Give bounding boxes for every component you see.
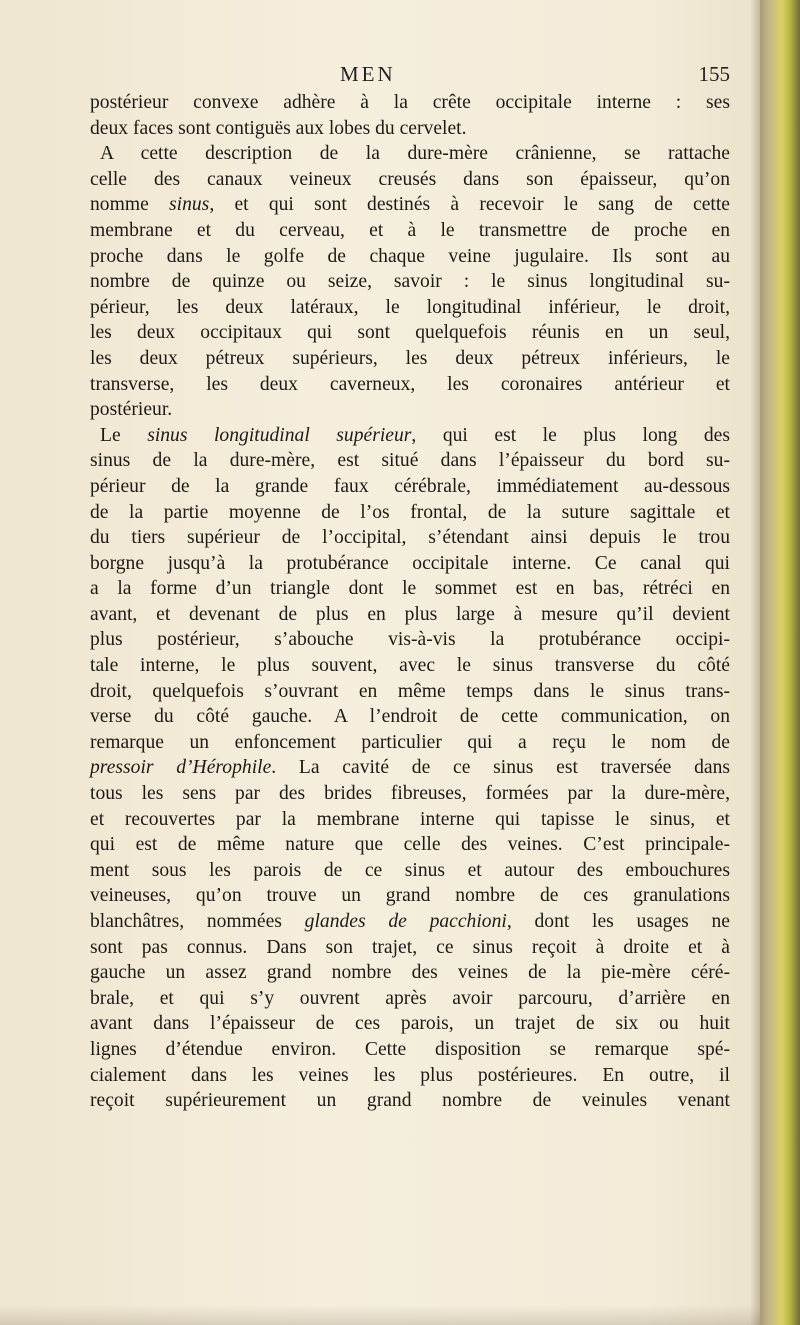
text-line: A cette description de la dure-mère crânienne, se rattache xyxy=(100,143,730,165)
page-number: 155 xyxy=(698,62,730,86)
text-line: du tiers supérieur de l’occipital, s’étendant ainsi depuis le trou xyxy=(90,527,730,549)
text-line: transverse, les deux caverneux, les coronaires antérieur et xyxy=(90,373,730,395)
text-run: nomme xyxy=(90,194,170,216)
text-line: cialement dans les veines les plus postérieures. En outre, il xyxy=(90,1064,730,1086)
binding-shadow xyxy=(750,0,760,1325)
text-line: celle des canaux veineux creusés dans son épaisseur, qu’on xyxy=(90,168,730,190)
text-line: périeur de la grande faux cérébrale, immédiatement au-dessous xyxy=(90,475,730,497)
text-line: deux faces sont contiguës aux lobes du cervelet. xyxy=(90,117,467,139)
text-line: postérieur. xyxy=(90,399,173,421)
text-line xyxy=(90,192,730,218)
running-head-title: MEN xyxy=(340,62,396,86)
text-run: Le xyxy=(100,424,148,446)
text-line: a la forme d’un triangle dont le sommet est en bas, rétréci en xyxy=(90,578,730,600)
italic-term: glandes de pacchioni xyxy=(304,911,507,932)
text-line: membrane et du cerveau, et à le transmettre de proche en xyxy=(90,219,730,241)
text-line: et recouvertes par la membrane interne qui tapisse le sinus, et xyxy=(90,808,730,830)
text-line: sont pas connus. Dans son trajet, ce sinus reçoit à droite et à xyxy=(90,936,730,958)
text-run: . La cavité de ce sinus est traversée dans xyxy=(271,757,730,779)
text-run: blanchâtres, nommées xyxy=(90,911,305,932)
body-text xyxy=(90,90,730,1114)
italic-term: sinus xyxy=(169,194,210,216)
running-head xyxy=(90,62,730,92)
text-run: , qui est le plus long des xyxy=(411,424,730,446)
text-line: droit, quelquefois s’ouvrant en même temps dans le sinus trans- xyxy=(90,680,730,702)
page-bottom-shadow xyxy=(0,1305,760,1325)
text-line: borgne jusqu’à la protubérance occipitale interne. Ce canal qui xyxy=(90,552,730,574)
text-line: proche dans le golfe de chaque veine jugulaire. Ils sont au xyxy=(90,245,730,267)
italic-term: pressoir d’Hérophile xyxy=(90,757,272,779)
text-line: de la partie moyenne de l’os frontal, de la suture sagittale et xyxy=(90,501,730,523)
text-line: postérieur convexe adhère à la crête occipitale interne : ses xyxy=(90,92,730,113)
text-line: les deux pétreux supérieurs, les deux pétreux inférieurs, le xyxy=(90,347,730,369)
text-line: sinus de la dure-mère, est situé dans l’épaisseur du bord su- xyxy=(90,450,730,472)
text-line: ment sous les parois de ce sinus et autour des embouchures xyxy=(90,859,730,881)
text-line xyxy=(90,755,730,781)
text-line: tous les sens par des brides fibreuses, formées par la dure-mère, xyxy=(90,783,730,805)
text-line: remarque un enfoncement particulier qui a reçu le nom de xyxy=(90,731,730,753)
text-line: nombre de quinze ou seize, savoir : le sinus longitudinal su- xyxy=(90,271,730,293)
text-run: , dont les usages ne xyxy=(506,911,730,932)
text-line: périeur, les deux latéraux, le longitudinal inférieur, le droit, xyxy=(90,296,730,318)
text-run: , et qui sont destinés à recevoir le sang de cette xyxy=(209,194,730,216)
text-line: avant dans l’épaisseur de ces parois, un trajet de six ou huit xyxy=(90,1013,730,1035)
text-line: les deux occipitaux qui sont quelquefois réunis en un seul, xyxy=(90,322,730,344)
text-line: tale interne, le plus souvent, avec le sinus transverse du côté xyxy=(90,655,730,677)
text-line: plus postérieur, s’abouche vis-à-vis la protubérance occipi- xyxy=(90,629,730,651)
italic-term: sinus longitudinal supérieur xyxy=(147,424,412,446)
text-line: veineuses, qu’on trouve un grand nombre de ces granulations xyxy=(90,885,730,907)
text-line: gauche un assez grand nombre des veines de la pie-mère céré- xyxy=(90,962,730,984)
text-line: lignes d’étendue environ. Cette disposition se remarque spé- xyxy=(90,1038,730,1060)
text-line: brale, et qui s’y ouvrent après avoir parcouru, d’arrière en xyxy=(90,987,730,1009)
book-edge xyxy=(760,0,800,1325)
text-line: avant, et devenant de plus en plus large à mesure qu’il devient xyxy=(90,603,730,625)
text-line: reçoit supérieurement un grand nombre de veinules venant xyxy=(90,1090,730,1112)
text-line: qui est de même nature que celle des veines. C’est principale- xyxy=(90,834,730,856)
text-line: verse du côté gauche. A l’endroit de cette communication, on xyxy=(90,706,730,728)
text-line xyxy=(90,423,730,449)
text-line xyxy=(90,909,730,935)
